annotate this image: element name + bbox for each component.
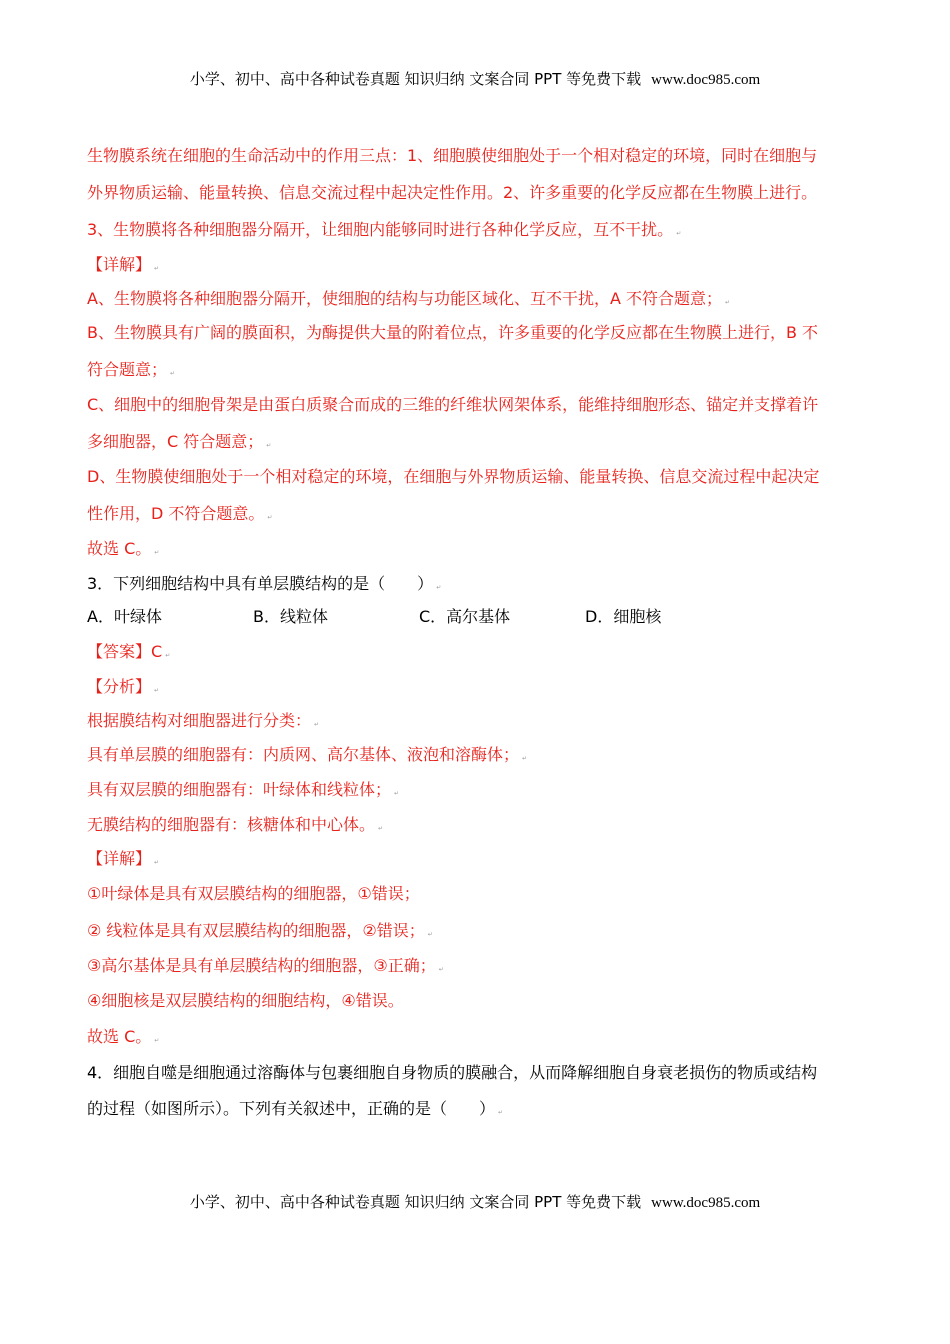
paragraph-mark: ↵ <box>154 1037 160 1044</box>
text-line: 外界物质运输、能量转换、信息交流过程中起决定性作用。2、许多重要的化学反应都在生物膜上进行。 <box>87 183 818 202</box>
footer-text: 小学、初中、高中各种试卷真题 知识归纳 文案合同 PPT 等免费下载 <box>189 1193 642 1211</box>
paragraph-mark: ↵ <box>267 514 273 521</box>
answer-line: 【答案】C ↵ <box>87 642 171 661</box>
paragraph-mark: ↵ <box>170 370 176 377</box>
paragraph-mark: ↵ <box>165 652 171 659</box>
header-text: 小学、初中、高中各种试卷真题 知识归纳 文案合同 PPT 等免费下载 <box>189 70 642 88</box>
page-header <box>0 68 950 89</box>
text-line: 符合题意； ↵ <box>87 360 176 379</box>
text-line: ①叶绿体是具有双层膜结构的细胞器，①错误； <box>87 884 420 903</box>
text-line: 无膜结构的细胞器有：核糖体和中心体。 ↵ <box>87 815 384 834</box>
paragraph-mark: ↵ <box>378 825 384 832</box>
text-line: 3、生物膜将各种细胞器分隔开，让细胞内能够同时进行各种化学反应，互不干扰。 ↵ <box>87 220 682 239</box>
paragraph-mark: ↵ <box>154 549 160 556</box>
text-line: D、生物膜使细胞处于一个相对稳定的环境，在细胞与外界物质运输、能量转换、信息交流过程中起决定 <box>87 467 820 486</box>
text-line: B、生物膜具有广阔的膜面积，为酶提供大量的附着位点，许多重要的化学反应都在生物膜上进行，B 不 <box>87 323 819 342</box>
paragraph-mark: ↵ <box>498 1109 504 1116</box>
text-line: 具有单层膜的细胞器有：内质网、高尔基体、液泡和溶酶体； ↵ <box>87 745 528 764</box>
footer-url[interactable]: www.doc985.com <box>651 1195 761 1211</box>
question-4-stem-cont: 的过程（如图所示）。下列有关叙述中，正确的是（ ） ↵ <box>87 1099 504 1118</box>
text-line: 故选 C。 ↵ <box>87 1027 160 1046</box>
text-line: ② 线粒体是具有双层膜结构的细胞器，②错误； ↵ <box>87 921 433 940</box>
paragraph-mark: ↵ <box>522 755 528 762</box>
section-heading: 【详解】 ↵ <box>87 849 160 868</box>
paragraph-mark: ↵ <box>427 931 433 938</box>
text-line: 生物膜系统在细胞的生命活动中的作用三点：1、细胞膜使细胞处于一个相对稳定的环境，同时在细胞与 <box>87 146 818 165</box>
paragraph-mark: ↵ <box>266 442 272 449</box>
option-d: D．细胞核 <box>585 607 662 626</box>
paragraph-mark: ↵ <box>676 230 682 237</box>
text-line: 多细胞器，C 符合题意； ↵ <box>87 432 272 451</box>
text-line: ③高尔基体是具有单层膜结构的细胞器，③正确； ↵ <box>87 956 444 975</box>
paragraph-mark: ↵ <box>394 790 400 797</box>
paragraph-mark: ↵ <box>154 687 160 694</box>
option-b: B．线粒体 <box>253 607 328 626</box>
option-a: A．叶绿体 <box>87 607 162 626</box>
text-line: ④细胞核是双层膜结构的细胞结构，④错误。 <box>87 991 404 1010</box>
paragraph-mark: ↵ <box>154 859 160 866</box>
header-url[interactable]: www.doc985.com <box>651 72 761 88</box>
text-line: C、细胞中的细胞骨架是由蛋白质聚合而成的三维的纤维状网架体系，能维持细胞形态、锚定并支撑着许 <box>87 395 819 414</box>
paragraph-mark: ↵ <box>436 584 442 591</box>
question-4-stem: 4．细胞自噬是细胞通过溶酶体与包裹细胞自身物质的膜融合，从而降解细胞自身衰老损伤的物质或结构 <box>87 1063 818 1082</box>
paragraph-mark: ↵ <box>154 265 160 272</box>
paragraph-mark: ↵ <box>724 299 731 306</box>
text-line: 性作用，D 不符合题意。 ↵ <box>87 504 273 523</box>
question-3-stem: 3．下列细胞结构中具有单层膜结构的是（ ） ↵ <box>87 574 442 593</box>
text-line: 具有双层膜的细胞器有：叶绿体和线粒体； ↵ <box>87 780 400 799</box>
section-heading: 【分析】 ↵ <box>87 677 160 696</box>
paragraph-mark: ↵ <box>314 721 320 728</box>
option-c: C．高尔基体 <box>419 607 511 626</box>
text-line: A、生物膜将各种细胞器分隔开，使细胞的结构与功能区域化、互不干扰，A 不符合题意； ↵ <box>87 289 731 308</box>
text-line: 故选 C。 ↵ <box>87 539 160 558</box>
question-3-options <box>87 607 862 627</box>
page-footer <box>0 1191 950 1212</box>
text-line: 根据膜结构对细胞器进行分类： ↵ <box>87 711 320 730</box>
paragraph-mark: ↵ <box>438 966 444 973</box>
section-heading: 【详解】 ↵ <box>87 255 160 274</box>
